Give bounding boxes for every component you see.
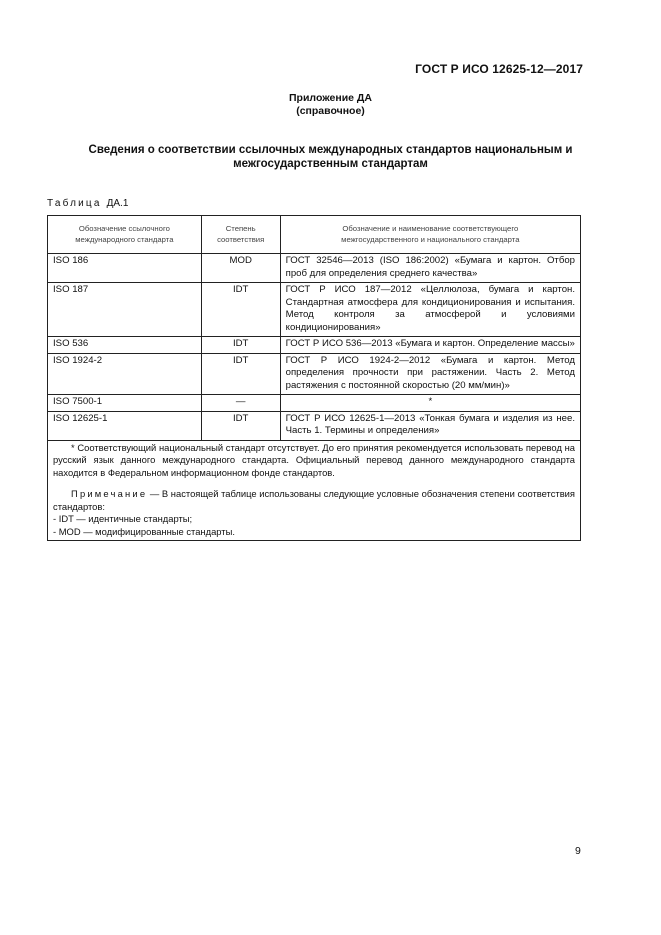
document-title-line: межгосударственным стандартам	[233, 158, 428, 170]
cell-national-standard: ГОСТ Р ИСО 187—2012 «Целлюлоза, бумага и картон. Стандартная атмосфера для кондиционирования и испытания. Метод контроля за атмосферой и условиями кондиционирования»	[280, 283, 580, 337]
note-list-item: - MOD — модифицированные стандарты.	[53, 525, 235, 537]
annex-subtitle: (справочное)	[296, 105, 365, 117]
cell-degree: IDT	[201, 283, 280, 337]
table-notes	[48, 440, 581, 541]
header-national-standard	[280, 216, 580, 254]
header-line: Обозначение ссылочного	[78, 224, 170, 233]
cell-degree: —	[201, 395, 280, 412]
note-label: Примечание	[71, 488, 148, 499]
cell-degree: MOD	[201, 254, 280, 283]
table-row	[48, 254, 581, 283]
cell-degree: IDT	[201, 411, 280, 440]
table-footnote: * Соответствующий национальный стандарт отсутствует. До его принятия рекомендуется использовать перевод на русский язык данного международного стандарта. Официальный перевод данного международного стандарта находится в Федеральном информационном фонде стандартов.	[53, 441, 575, 478]
cell-national-standard: ГОСТ Р ИСО 1924-2—2012 «Бумага и картон. Метод определения прочности при растяжении. Часть 2. Метод растяжения с постоянной скоростью (20 мм/мин)»	[280, 353, 580, 395]
table-caption-number: ДА.1	[106, 198, 129, 209]
standard-header: ГОСТ Р ИСО 12625-12—2017	[415, 62, 583, 76]
cell-reference: ISO 1924-2	[48, 353, 202, 395]
page-number: 9	[575, 845, 581, 857]
cell-reference: ISO 187	[48, 283, 202, 337]
cell-reference: ISO 12625-1	[48, 411, 202, 440]
cell-national-standard: ГОСТ Р ИСО 12625-1—2013 «Тонкая бумага и изделия из нее. Часть 1. Термины и определения»	[280, 411, 580, 440]
cell-reference: ISO 7500-1	[48, 395, 202, 412]
header-line: международного стандарта	[75, 235, 174, 244]
header-degree	[201, 216, 280, 254]
header-line: межгосударственного и национального стандарта	[341, 235, 520, 244]
note-list-item: - IDT — идентичные стандарты;	[53, 513, 193, 524]
table-row	[48, 411, 581, 440]
document-title	[60, 143, 601, 171]
table-row	[48, 337, 581, 354]
table-caption-prefix: Таблица	[47, 198, 102, 209]
cell-national-standard: ГОСТ Р ИСО 536—2013 «Бумага и картон. Определение массы»	[280, 337, 580, 354]
table-row	[48, 353, 581, 395]
document-title-line: Сведения о соответствии ссылочных международных стандартов национальным и	[88, 144, 573, 156]
note-text: — В настоящей таблице использованы следующие условные обозначения степени соответствия стандартов:	[53, 488, 575, 512]
header-line: Обозначение и наименование соответствующего	[342, 224, 519, 233]
table-caption	[47, 198, 128, 209]
header-line: Степень	[225, 224, 256, 233]
cell-reference: ISO 536	[48, 337, 202, 354]
header-international-standard	[48, 216, 202, 254]
table-header-row	[48, 216, 581, 254]
correspondence-table	[47, 215, 581, 541]
table-row	[48, 395, 581, 412]
table-notes-row	[48, 440, 581, 541]
cell-national-standard: *	[280, 395, 580, 412]
cell-national-standard: ГОСТ 32546—2013 (ISO 186:2002) «Бумага и картон. Отбор проб для определения среднего качества»	[280, 254, 580, 283]
table-note	[53, 488, 575, 513]
header-line: соответствия	[217, 235, 265, 244]
annex-title: Приложение ДА	[289, 92, 372, 104]
table-row	[48, 283, 581, 337]
cell-reference: ISO 186	[48, 254, 202, 283]
cell-degree: IDT	[201, 353, 280, 395]
cell-degree: IDT	[201, 337, 280, 354]
annex-heading	[0, 92, 661, 118]
